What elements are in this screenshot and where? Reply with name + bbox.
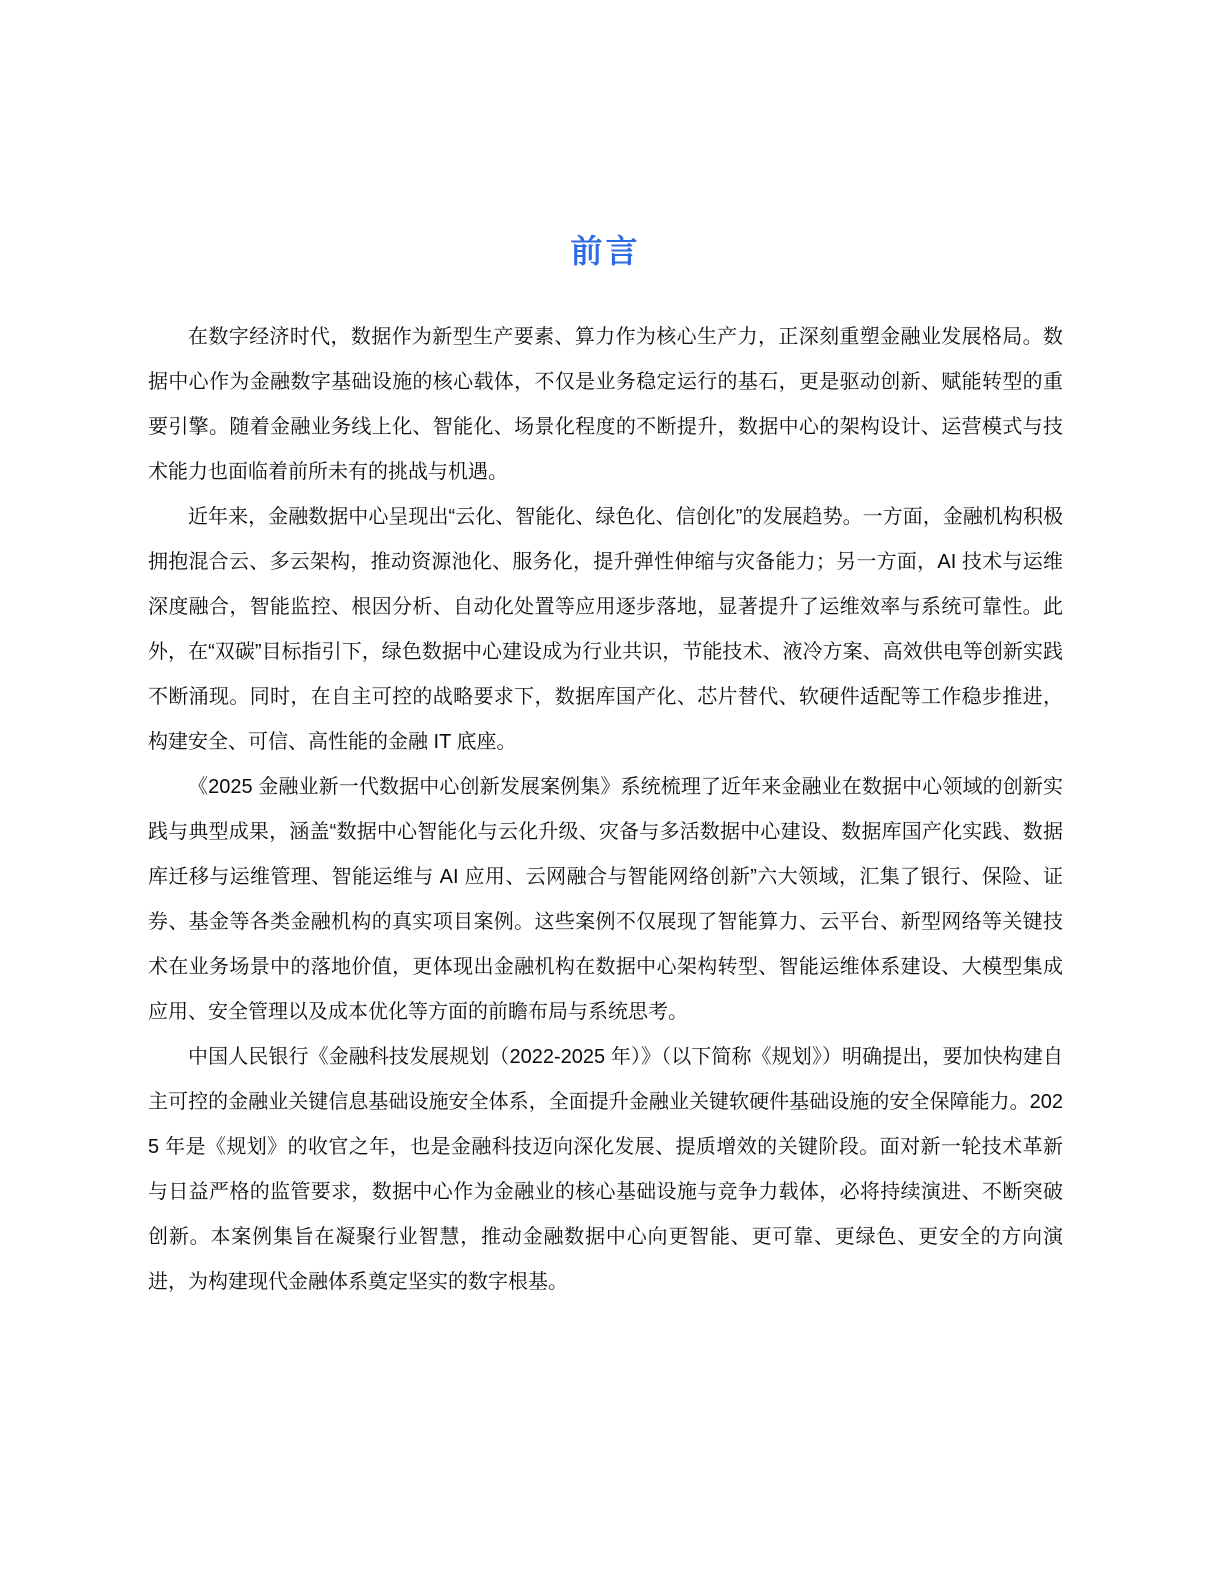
paragraph-trends: 近年来，金融数据中心呈现出“云化、智能化、绿色化、信创化”的发展趋势。一方面，金融机构积极拥抱混合云、多云架构，推动资源池化、服务化，提升弹性伸缩与灾备能力；另一方面，AI 技术与运维深度融合，智能监控、根因分析、自动化处置等应用逐步落地，显著提升了运维效率与系统可靠性。此外，在“双碳”目标指引下，绿色数据中心建设成为行业共识，节能技术、液冷方案、高效供电等创新实践不断涌现。同时，在自主可控的战略要求下，数据库国产化、芯片替代、软硬件适配等工作稳步推进，构建安全、可信、高性能的金融 IT 底座。: [148, 506, 1063, 753]
paragraph-casebook-overview: 《2025 金融业新一代数据中心创新发展案例集》系统梳理了近年来金融业在数据中心领域的创新实践与典型成果，涵盖“数据中心智能化与云化升级、灾备与多活数据中心建设、数据库国产化实践、数据库迁移与运维管理、智能运维与 AI 应用、云网融合与智能网络创新”六大领域，汇集了银行、保险、证券、基金等各类金融机构的真实项目案例。这些案例不仅展现了智能算力、云平台、新型网络等关键技术在业务场景中的落地价值，更体现出金融机构在数据中心架构转型、智能运维体系建设、大模型集成应用、安全管理以及成本优化等方面的前瞻布局与系统思考。: [148, 776, 1063, 1023]
page-title: 前言: [570, 233, 641, 269]
paragraph-pboc-plan: 中国人民银行《金融科技发展规划（2022-2025 年）》（以下简称《规划》）明确提出，要加快构建自主可控的金融业关键信息基础设施安全体系，全面提升金融业关键软硬件基础设施的安全保障能力。2025 年是《规划》的收官之年，也是金融科技迈向深化发展、提质增效的关键阶段。面对新一轮技术革新与日益严格的监管要求，数据中心作为金融业的核心基础设施与竞争力载体，必将持续演进、不断突破创新。本案例集旨在凝聚行业智慧，推动金融数据中心向更智能、更可靠、更绿色、更安全的方向演进，为构建现代金融体系奠定坚实的数字根基。: [148, 1046, 1063, 1293]
paragraph-intro-digital-economy: 在数字经济时代，数据作为新型生产要素、算力作为核心生产力，正深刻重塑金融业发展格局。数据中心作为金融数字基础设施的核心载体，不仅是业务稳定运行的基石，更是驱动创新、赋能转型的重要引擎。随着金融业务线上化、智能化、场景化程度的不断提升，数据中心的架构设计、运营模式与技术能力也面临着前所未有的挑战与机遇。: [148, 326, 1063, 483]
